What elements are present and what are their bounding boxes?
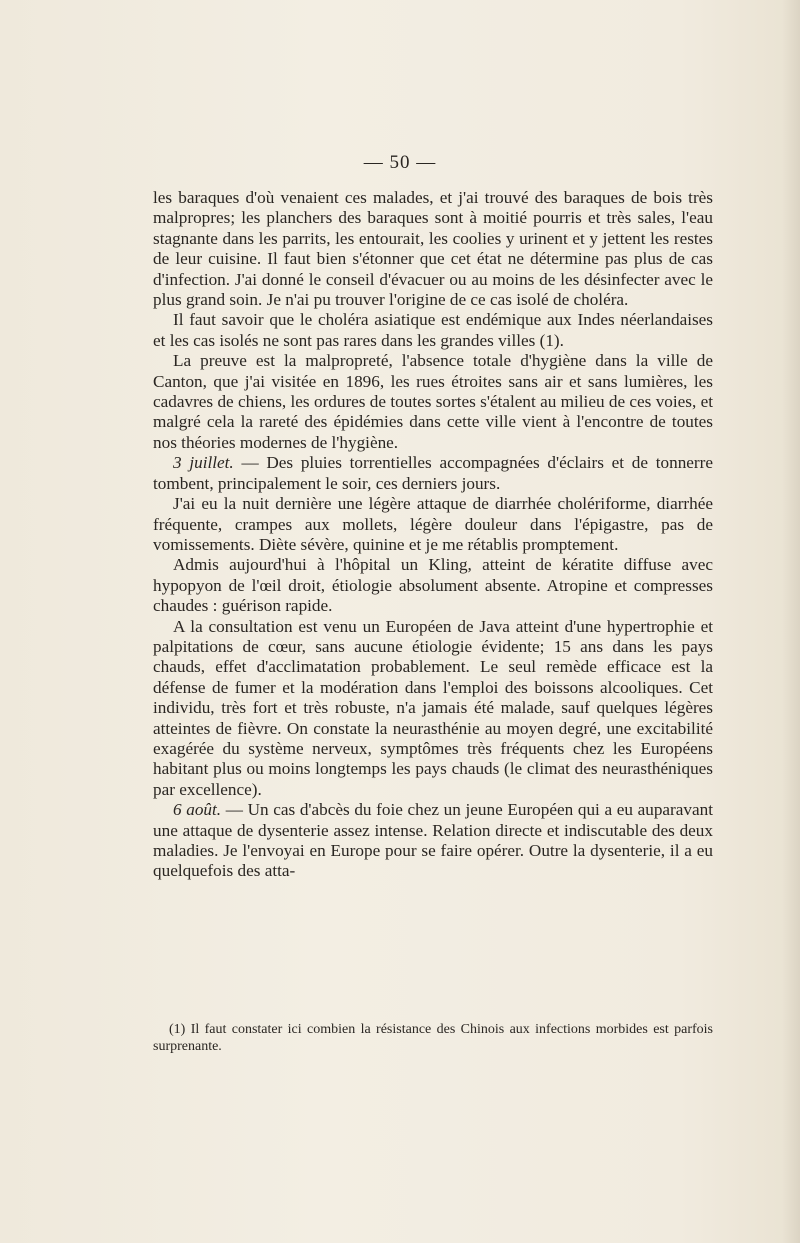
paragraph: Admis aujourd'hui à l'hôpital un Kling, atteint de kératite diffuse avec hypopyon de l'œil droit, étiologie absolument absente. Atropine et compresses chaudes : guérison rapide. <box>153 555 713 616</box>
paragraph: les baraques d'où venaient ces malades, et j'ai trouvé des baraques de bois très malpropres; les planchers des baraques sont à moitié pourris et très sales, l'eau stagnante dans les parrits, les entourait, les coolies y urinent et y jettent les restes de leur cuisine. Il faut bien s'étonner que cet état ne détermine pas plus de cas d'infection. J'ai donné le conseil d'évacuer ou au moins de les désinfecter avec le plus grand soin. Je n'ai pu trouver l'origine de ce cas isolé de choléra. <box>153 188 713 310</box>
paragraph: La preuve est la malpropreté, l'absence totale d'hygiène dans la ville de Canton, que j'ai visitée en 1896, les rues étroites sans air et sans lumières, les cadavres de chiens, les ordures de toutes sortes s'étalent au milieu de ces voies, et malgré cela la rareté des épidémies dans cette ville vient à l'encontre de toutes nos théories modernes de l'hygiène. <box>153 351 713 452</box>
page-edge-shadow <box>782 0 800 1243</box>
entry-date: 3 juillet. <box>173 453 234 473</box>
entry-date: 6 août. <box>173 800 222 820</box>
footnote-text: (1) Il faut constater ici combien la résistance des Chinois aux infections morbides est parfois surprenante. <box>153 1022 713 1054</box>
footnote <box>153 1021 713 1055</box>
paragraph: A la consultation est venu un Européen de Java atteint d'une hypertrophie et palpitations de cœur, sans aucune étiologie évidente; 15 ans dans les pays chauds, effet d'acclimatation probablement. Le seul remède efficace est la défense de fumer et la modération dans l'emploi des boissons alcooliques. Cet individu, très fort et très robuste, n'a jamais été malade, sauf quelques légères atteintes de fièvre. On constate la neurasthénie au moyen degré, une excitabilité exagérée du système nerveux, symptômes très fréquents chez les Européens habitant plus ou moins longtemps les pays chauds (le climat des neurasthéniques par excellence). <box>153 616 713 799</box>
paragraph: Il faut savoir que le choléra asiatique est endémique aux Indes néerlandaises et les cas isolés ne sont pas rares dans les grandes villes (1). <box>153 310 713 350</box>
page-number: — 50 — <box>363 152 437 173</box>
dated-entry <box>153 453 713 494</box>
entry-text: — Des pluies torrentielles accompagnées d'éclairs et de tonnerre tombent, principalement le soir, ces derniers jours. <box>153 453 713 493</box>
body-text <box>153 188 713 882</box>
entry-text: — Un cas d'abcès du foie chez un jeune Européen qui a eu auparavant une attaque de dysenterie assez intense. Relation directe et indiscutable des deux maladies. Je l'envoyai en Europe pour se faire opérer. Outre la dysenterie, il a eu quelquefois des atta- <box>153 800 713 881</box>
dated-entry <box>153 800 713 882</box>
paragraph: J'ai eu la nuit dernière une légère attaque de diarrhée cholériforme, diarrhée fréquente, crampes aux mollets, légère douleur dans l'épigastre, pas de vomissements. Diète sévère, quinine et je me rétablis promptement. <box>153 494 713 554</box>
